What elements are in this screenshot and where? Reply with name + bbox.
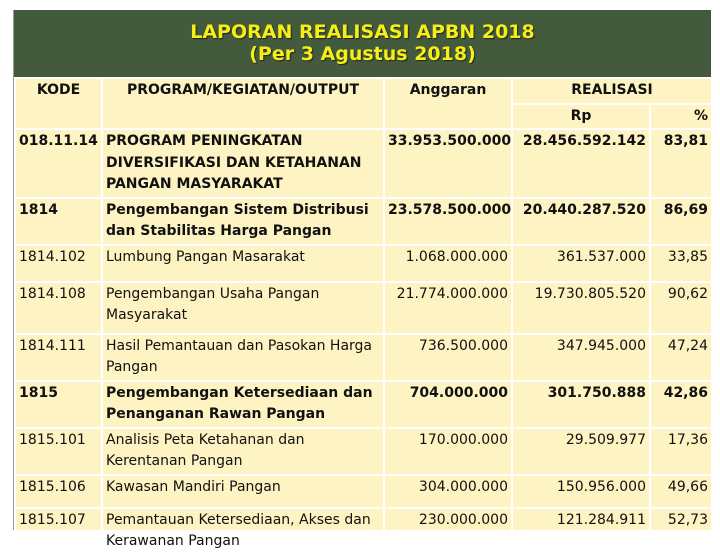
realisasi-rp-cell: 19.730.805.520 (512, 282, 650, 334)
kode-cell: 018.11.14 (15, 129, 102, 198)
anggaran-cell: 736.500.000 (384, 334, 512, 381)
realisasi-rp-cell: 28.456.592.142 (512, 129, 650, 198)
header-rp: Rp (512, 104, 650, 130)
table-row (15, 282, 712, 334)
title-line-2: (Per 3 Agustus 2018) (249, 43, 476, 65)
header-program: PROGRAM/KEGIATAN/OUTPUT (102, 78, 384, 129)
header-realisasi: REALISASI (512, 78, 712, 104)
program-cell: Hasil Pemantauan dan Pasokan Harga Pangan (102, 334, 384, 381)
anggaran-cell: 23.578.500.000 (384, 198, 512, 245)
header-kode: KODE (15, 78, 102, 129)
kode-cell: 1814 (15, 198, 102, 245)
realisasi-pct-cell: 49,66 (650, 475, 712, 508)
realisasi-pct-cell: 83,81 (650, 129, 712, 198)
report-table (13, 10, 711, 549)
kode-cell: 1815 (15, 381, 102, 428)
report-title (14, 10, 711, 77)
realisasi-pct-cell: 17,36 (650, 428, 712, 475)
program-cell: Pengembangan Sistem Distribusi dan Stabilitas Harga Pangan (102, 198, 384, 245)
program-cell: PROGRAM PENINGKATAN DIVERSIFIKASI DAN KETAHANAN PANGAN MASYARAKAT (102, 129, 384, 198)
anggaran-cell: 1.068.000.000 (384, 245, 512, 282)
anggaran-cell: 33.953.500.000 (384, 129, 512, 198)
kode-cell: 1815.107 (15, 508, 102, 555)
realisasi-rp-cell: 347.945.000 (512, 334, 650, 381)
title-line-1: LAPORAN REALISASI APBN 2018 (190, 21, 535, 43)
anggaran-cell: 170.000.000 (384, 428, 512, 475)
table-row (15, 245, 712, 282)
kode-cell: 1814.102 (15, 245, 102, 282)
realisasi-pct-cell: 90,62 (650, 282, 712, 334)
table-row (15, 475, 712, 508)
anggaran-cell: 230.000.000 (384, 508, 512, 555)
realisasi-pct-cell: 47,24 (650, 334, 712, 381)
anggaran-cell: 21.774.000.000 (384, 282, 512, 334)
realisasi-rp-cell: 29.509.977 (512, 428, 650, 475)
table-row (15, 129, 712, 198)
table-row (15, 334, 712, 381)
program-cell: Analisis Peta Ketahanan dan Kerentanan Pangan (102, 428, 384, 475)
anggaran-cell: 704.000.000 (384, 381, 512, 428)
realisasi-rp-cell: 20.440.287.520 (512, 198, 650, 245)
table-row (15, 198, 712, 245)
realisasi-pct-cell: 52,73 (650, 508, 712, 555)
kode-cell: 1815.106 (15, 475, 102, 508)
kode-cell: 1814.108 (15, 282, 102, 334)
realisasi-pct-cell: 42,86 (650, 381, 712, 428)
program-cell: Kawasan Mandiri Pangan (102, 475, 384, 508)
program-cell: Pengembangan Ketersediaan dan Penanganan Rawan Pangan (102, 381, 384, 428)
realisasi-pct-cell: 33,85 (650, 245, 712, 282)
program-cell: Pemantauan Ketersediaan, Akses dan Kerawanan Pangan (102, 508, 384, 555)
kode-cell: 1815.101 (15, 428, 102, 475)
realisasi-pct-cell: 86,69 (650, 198, 712, 245)
program-cell: Lumbung Pangan Masarakat (102, 245, 384, 282)
realisasi-rp-cell: 361.537.000 (512, 245, 650, 282)
program-cell: Pengembangan Usaha Pangan Masyarakat (102, 282, 384, 334)
table-row (15, 428, 712, 475)
anggaran-cell: 304.000.000 (384, 475, 512, 508)
header-anggaran: Anggaran (384, 78, 512, 129)
kode-cell: 1814.111 (15, 334, 102, 381)
header-pct: % (650, 104, 712, 130)
realisasi-rp-cell: 121.284.911 (512, 508, 650, 555)
realisasi-rp-cell: 301.750.888 (512, 381, 650, 428)
table-row (15, 381, 712, 428)
table-row (15, 508, 712, 555)
realisasi-rp-cell: 150.956.000 (512, 475, 650, 508)
